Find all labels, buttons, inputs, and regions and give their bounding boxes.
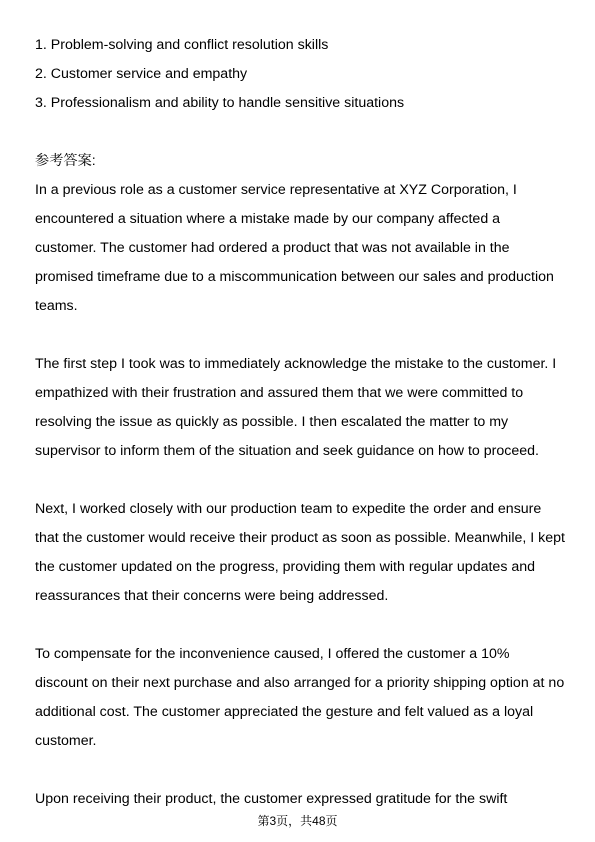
answer-paragraph: In a previous role as a customer service representative at XYZ Corporation, I encountered a situation where a mistake made by our company affected a customer. The customer had ordered a product that was not available in the promised timeframe due to a miscommunication between our sales and production teams.	[35, 182, 554, 314]
criteria-item: 2. Customer service and empathy	[35, 66, 248, 82]
page-content	[35, 31, 565, 814]
reference-answer-label: 参考答案:	[35, 153, 96, 169]
criteria-item: 3. Professionalism and ability to handle sensitive situations	[35, 95, 405, 111]
answer-paragraph: Next, I worked closely with our production team to expedite the order and ensure that the customer would receive their product as soon as possible. Meanwhile, I kept the customer updated on the progress, providing them with regular updates and reassurances that their concerns were being addressed.	[35, 501, 565, 604]
answer-paragraph: Upon receiving their product, the customer expressed gratitude for the swift	[35, 791, 508, 807]
criteria-list	[35, 31, 565, 118]
answer-paragraph: To compensate for the inconvenience caused, I offered the customer a 10% discount on their next purchase and also arranged for a priority shipping option at no additional cost. The customer appreciated the gesture and felt valued as a loyal customer.	[35, 646, 565, 749]
page-number-footer: 第3页，共48页	[257, 814, 338, 828]
criteria-item: 1. Problem-solving and conflict resolution skills	[35, 37, 329, 53]
answer-paragraph: The first step I took was to immediately acknowledge the mistake to the customer. I empathized with their frustration and assured them that we were committed to resolving the issue as quickly as possible. I then escalated the matter to my supervisor to inform them of the situation and seek guidance on how to proceed.	[35, 356, 557, 459]
